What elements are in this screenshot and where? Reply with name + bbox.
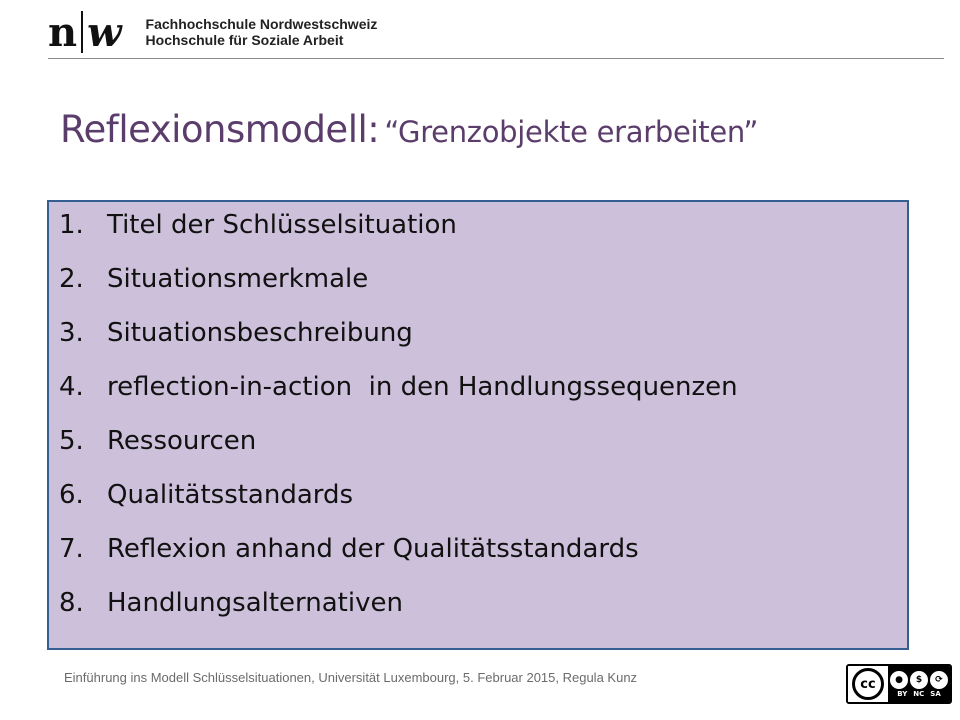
cc-license-badge[interactable] <box>846 664 952 704</box>
list-item-text: Situationsbeschreibung <box>107 318 413 348</box>
cc-term-labels <box>897 690 941 698</box>
title-subtitle: “Grenzobjekte erarbeiten” <box>384 115 759 149</box>
list-item <box>59 534 897 588</box>
cc-logo <box>848 666 888 702</box>
footer-text: Einführung ins Modell Schlüsselsituationen, Universität Luxembourg, 5. Februar 2015, Regula Kunz <box>64 670 638 685</box>
list-item <box>59 372 897 426</box>
list-item-number: 7. <box>59 534 84 564</box>
header <box>48 8 377 56</box>
list-item-number: 5. <box>59 426 84 456</box>
list-item-text: Handlungsalternativen <box>107 588 403 618</box>
list-item-number: 6. <box>59 480 84 510</box>
school-line-2: Hochschule für Soziale Arbeit <box>145 32 344 48</box>
list-item <box>59 210 897 264</box>
noncommercial-icon: $ <box>910 671 928 689</box>
cc-sa-label: SA <box>930 689 941 698</box>
logo-divider <box>81 11 83 53</box>
list-item <box>59 480 897 534</box>
logo-w: w <box>87 9 122 56</box>
list-item-number: 4. <box>59 372 84 402</box>
title-main: Reflexionsmodell: <box>60 108 380 151</box>
school-line-1: Fachhochschule Nordwestschweiz <box>145 16 378 32</box>
fhnw-logo <box>48 9 122 56</box>
list-item-number: 3. <box>59 318 84 348</box>
list-item-number: 2. <box>59 264 84 294</box>
list-item-text: Ressourcen <box>107 426 257 456</box>
list-item <box>59 264 897 318</box>
slide-title <box>60 108 758 151</box>
school-name <box>146 16 378 48</box>
cc-nc-label: NC <box>913 689 925 698</box>
list-item <box>59 588 897 642</box>
list-item-text: Qualitätsstandards <box>107 480 354 510</box>
cc-terms <box>888 666 950 702</box>
sharealike-icon: ⟳ <box>930 671 948 689</box>
cc-by-label: BY <box>897 689 908 698</box>
list-item <box>59 426 897 480</box>
cc-term-icons <box>890 671 948 689</box>
numbered-list <box>59 210 897 642</box>
list-item-text: reflection-in-action in den Handlungssequenzen <box>107 372 738 402</box>
list-item-number: 1. <box>59 210 84 240</box>
content-box <box>47 200 909 650</box>
list-item <box>59 318 897 372</box>
by-attribution-icon: ● <box>890 671 908 689</box>
header-divider <box>48 58 944 59</box>
list-item-number: 8. <box>59 588 84 618</box>
list-item-text: Titel der Schlüsselsituation <box>107 210 457 240</box>
cc-icon: cc <box>852 668 884 700</box>
list-item-text: Reflexion anhand der Qualitätsstandards <box>107 534 639 564</box>
logo-n: n <box>48 9 78 56</box>
list-item-text: Situationsmerkmale <box>107 264 369 294</box>
